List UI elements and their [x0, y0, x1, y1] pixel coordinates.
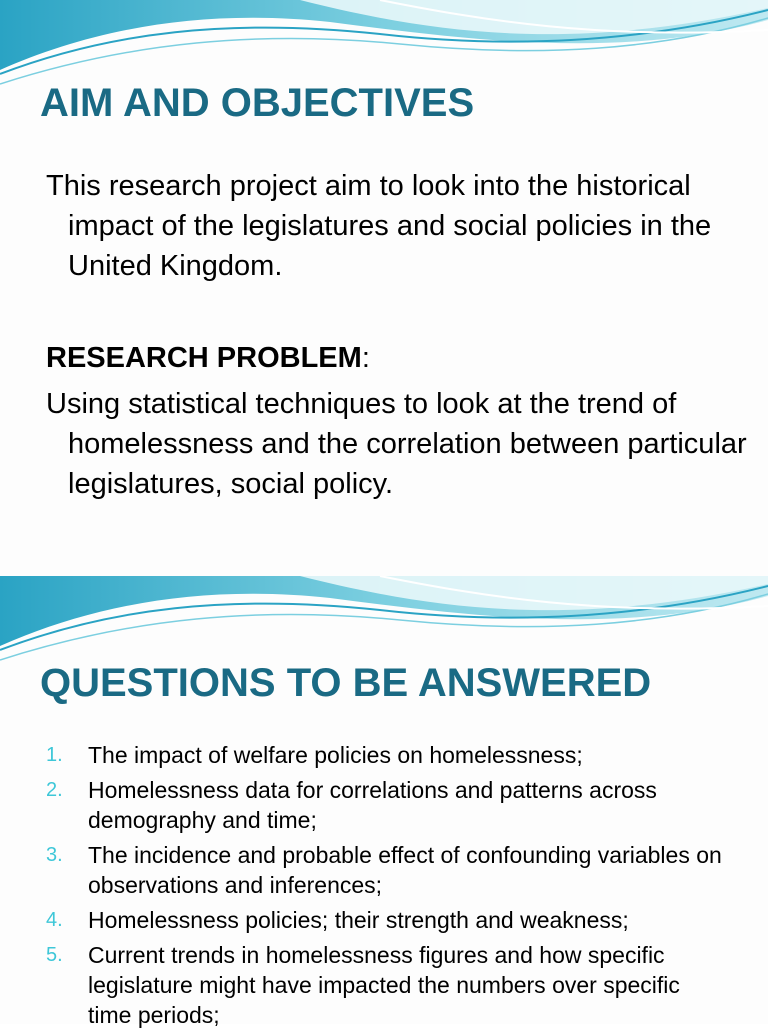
page-title: AIM AND OBJECTIVES [40, 81, 475, 125]
questions-list [46, 740, 726, 1035]
research-problem-paragraph: Using statistical techniques to look at the trend of homelessness and the correlation between particular legislatures, social policy. [46, 388, 747, 500]
list-item-text: The incidence and probable effect of confounding variables on observations and inferences; [88, 842, 722, 898]
list-item [46, 775, 726, 835]
list-number: 2. [46, 779, 63, 801]
list-number: 5. [46, 944, 63, 966]
list-number: 4. [46, 909, 63, 931]
list-number: 3. [46, 844, 63, 866]
list-item-text: Homelessness policies; their strength and weakness; [88, 907, 629, 933]
list-item-text: The impact of welfare policies on homelessness; [88, 742, 583, 768]
research-problem-colon: : [361, 342, 370, 374]
list-item [46, 840, 726, 900]
header-wave-decoration [0, 576, 768, 668]
research-problem-heading [46, 338, 736, 378]
list-item [46, 740, 726, 770]
questions-title: QUESTIONS TO BE ANSWERED [40, 661, 652, 705]
aim-paragraph: This research project aim to look into the historical impact of the legislatures and social policies in the United Kingdom. [46, 170, 712, 282]
list-number: 1. [46, 744, 63, 766]
list-item [46, 905, 726, 935]
research-problem-label: RESEARCH PROBLEM [46, 342, 362, 374]
list-item-text: Current trends in homelessness figures and how specific legislature might have impacted the numbers over specific time periods; [88, 942, 680, 1028]
header-wave-decoration [0, 0, 768, 92]
list-item-text: Homelessness data for correlations and patterns across demography and time; [88, 777, 657, 833]
list-item [46, 940, 726, 1030]
